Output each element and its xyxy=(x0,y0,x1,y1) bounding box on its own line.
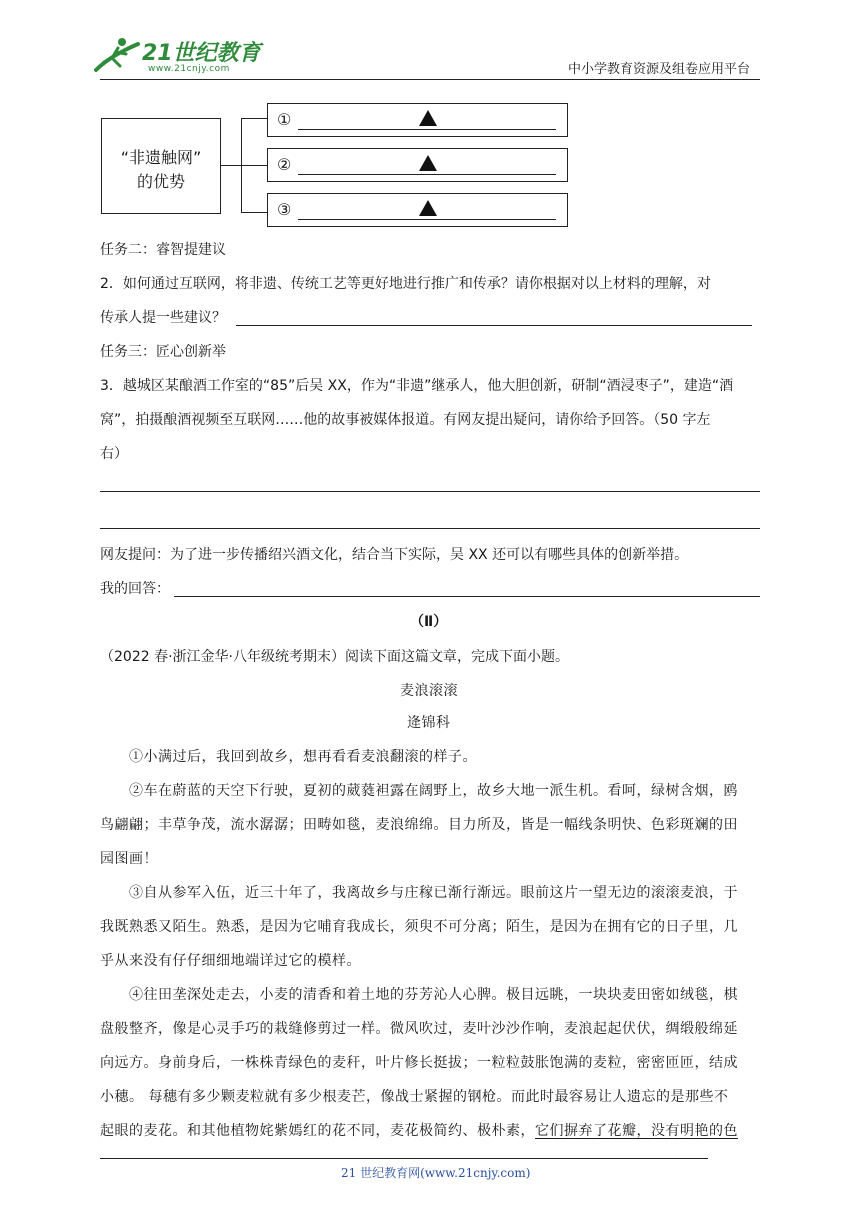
logo-url: www.21cnjy.com xyxy=(148,64,230,74)
paragraph-4-line1: ④往田垄深处走去，小麦的清香和着土地的芬芳沁人心脾。极目远眺，一块块麦田密如绒毯，棋 xyxy=(129,987,738,1003)
paragraph-4-line5-text: 起眼的麦花。和其他植物姹紫嫣红的花不同，麦花极简约、极朴素， xyxy=(100,1123,535,1139)
paragraph-2-line3: 园图画！ xyxy=(100,851,158,867)
triangle-icon xyxy=(419,155,437,171)
diagram-center-box xyxy=(101,118,221,214)
paragraph-4-line3: 向远方。身前身后，一株株青绿色的麦秆，叶片修长挺拔；一粒粒鼓胀饱满的麦粒，密密匝匝，结成 xyxy=(100,1055,738,1071)
article-title: 麦浪滚滚 xyxy=(400,683,458,699)
paragraph-3-line3: 乎从来没有仔仔细细地端详过它的模样。 xyxy=(100,953,361,969)
task3-answer-line-2[interactable] xyxy=(100,528,760,529)
footer-rule xyxy=(100,1158,708,1159)
paragraph-4-line5 xyxy=(100,1121,738,1141)
logo-runner-icon xyxy=(92,36,144,76)
task2-question-line2: 传承人提一些建议？ xyxy=(100,310,226,326)
my-answer-line[interactable] xyxy=(174,596,760,597)
answer-label: 我的回答： xyxy=(100,581,170,597)
diagram-item-box-2 xyxy=(267,148,568,182)
diagram-branch-3 xyxy=(241,212,267,213)
paragraph-2-line1: ②车在蔚蓝的天空下行驶，夏初的葳蕤袒露在阔野上，故乡大地一派生机。看呵，绿树含烟，鸥 xyxy=(129,783,738,799)
logo-title: 21世纪教育 xyxy=(142,41,261,66)
paragraph-1: ①小满过后，我回到故乡，想再看看麦浪翻滚的样子。 xyxy=(129,749,477,765)
task3-question-line2: 窝”，拍摄酿酒视频至互联网……他的故事被媒体报道。有网友提出疑问，请你给予回答。（50 字左 xyxy=(100,412,711,428)
diagram-connector xyxy=(221,165,241,166)
item-answer-line-3[interactable] xyxy=(298,219,556,220)
netizen-question: 网友提问：为了进一步传播绍兴酒文化，结合当下实际，吴 XX 还可以有哪些具体的创新举措。 xyxy=(100,547,689,563)
paragraph-4-line4: 小穗。 每穗有多少颗麦粒就有多少根麦芒，像战士紧握的钢枪。而此时最容易让人遗忘的是那些不 xyxy=(100,1089,729,1105)
article-author: 逄锦科 xyxy=(407,715,451,731)
paragraph-2-line2: 鸟翩翩；丰草争茂，流水潺潺；田畴如毯，麦浪绵绵。目力所及，皆是一幅线条明快、色彩斑斓的田 xyxy=(100,817,738,833)
triangle-icon xyxy=(419,110,437,126)
task3-question-line3: 右） xyxy=(100,446,128,462)
item-answer-line-1[interactable] xyxy=(298,129,556,130)
task2-question-line1: 2．如何通过互联网，将非遗、传统工艺等更好地进行推广和传承？请你根据对以上材料的理解，对 xyxy=(100,276,711,292)
task2-answer-line[interactable] xyxy=(236,325,752,326)
part-numeral: （Ⅱ） xyxy=(410,614,448,630)
item-number-3: ③ xyxy=(277,200,292,219)
triangle-icon xyxy=(419,200,437,216)
header-right-text: 中小学教育资源及组卷应用平台 xyxy=(568,62,751,77)
diagram-item-box-1 xyxy=(267,103,568,137)
footer-text: 21 世纪教育网(www.21cnjy.com) xyxy=(341,1166,531,1180)
underlined-sentence: 它们摒弃了花瓣，没有明艳的色 xyxy=(535,1123,738,1139)
header-rule xyxy=(100,79,760,80)
item-answer-line-2[interactable] xyxy=(298,174,556,175)
item-number-2: ② xyxy=(277,155,292,174)
task3-answer-line-1[interactable] xyxy=(100,491,760,492)
diagram-branch-2 xyxy=(241,165,267,166)
task2-heading: 任务二：睿智提建议 xyxy=(100,242,226,258)
diagram-item-box-3 xyxy=(267,193,568,227)
diagram-center-label-2: 的优势 xyxy=(136,172,185,191)
paragraph-4-line2: 盘般整齐，像是心灵手巧的栽缝修剪过一样。微风吹过，麦叶沙沙作响，麦浪起起伏伏，绸缎般绵延 xyxy=(100,1021,738,1037)
item-number-1: ① xyxy=(277,110,292,129)
paragraph-3-line2: 我既熟悉又陌生。熟悉，是因为它哺育我成长，须臾不可分离；陌生，是因为在拥有它的日子里，几 xyxy=(100,919,738,935)
source-note: （2022 春·浙江金华·八年级统考期末）阅读下面这篇文章，完成下面小题。 xyxy=(100,649,569,665)
logo xyxy=(92,34,262,78)
task3-heading: 任务三：匠心创新举 xyxy=(100,344,226,360)
paragraph-3-line1: ③自从参军入伍，近三十年了，我离故乡与庄稼已渐行渐远。眼前这片一望无边的滚滚麦浪，于 xyxy=(129,885,738,901)
diagram-branch-1 xyxy=(241,118,267,119)
diagram-center-label-1: “非遗触网” xyxy=(120,148,202,167)
task3-question-line1: 3．越城区某酿酒工作室的“85”后吴 XX，作为“非遗”继承人，他大胆创新，研制“酒浸枣子”，建造“酒 xyxy=(100,378,734,394)
